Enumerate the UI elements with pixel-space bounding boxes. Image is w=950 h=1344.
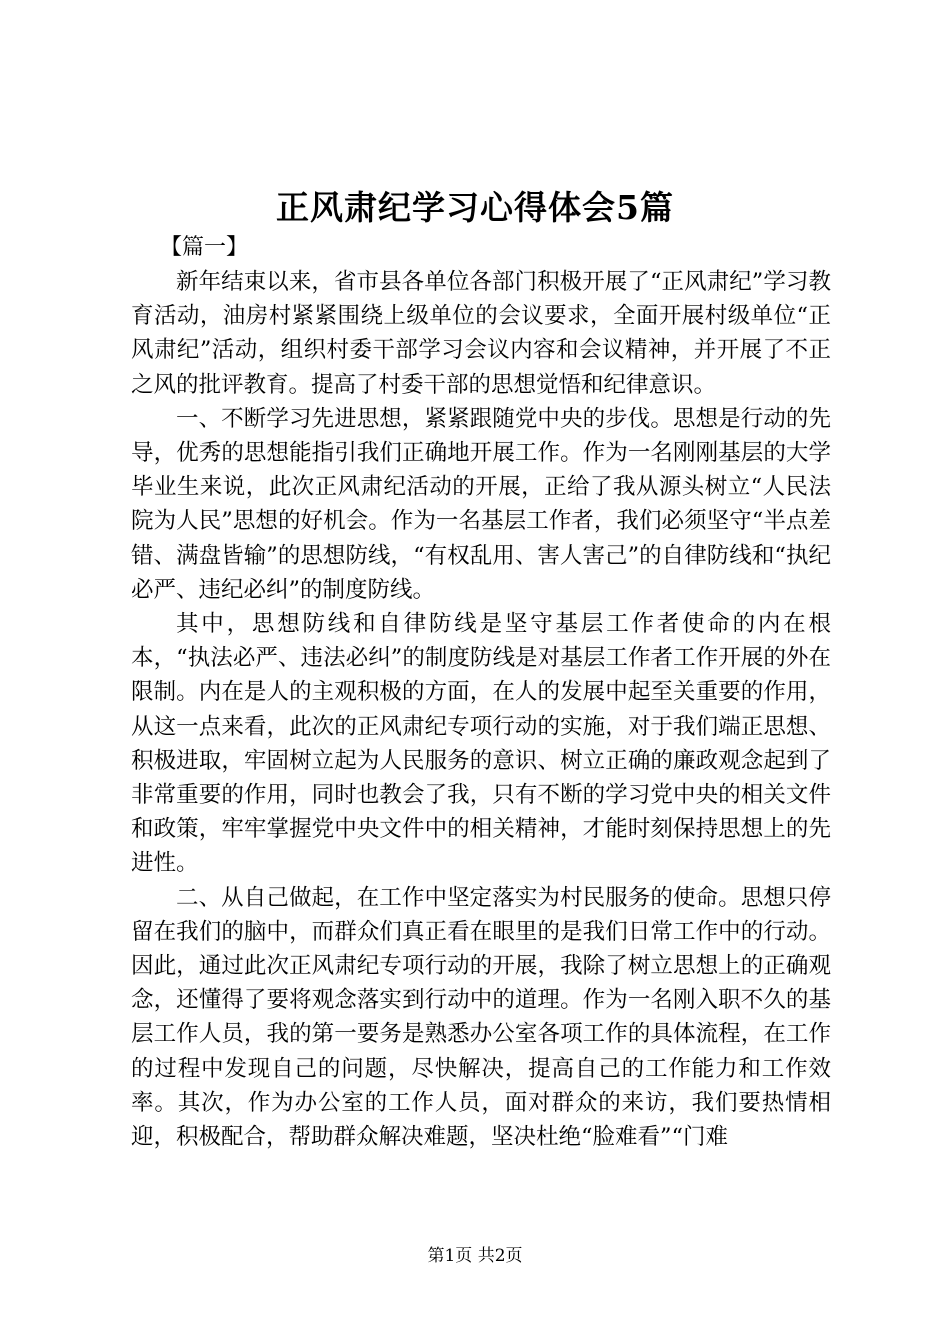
document-title: 正风肃纪学习心得体会5篇 bbox=[276, 188, 674, 227]
paragraph: 二、从自己做起，在工作中坚定落实为村民服务的使命。思想只停留在我们的脑中，而群众们真正看在眼里的是我们日常工作中的行动。因此，通过此次正风肃纪专项行动的开展，我除了树立思想上的正确观念，还懂得了要将观念落实到行动中的道理。作为一名刚入职不久的基层工作人员，我的第一要务是熟悉办公室各项工作的具体流程，在工作的过程中发现自己的问题，尽快解决，提高自己的工作能力和工作效率。其次，作为办公室的工作人员，面对群众的来访，我们要热情相迎，积极配合，帮助群众解决难题，坚决杜绝“脸难看”“门难 bbox=[131, 884, 831, 1151]
body-text bbox=[131, 265, 831, 1154]
paragraph: 一、不断学习先进思想，紧紧跟随党中央的步伐。思想是行动的先导，优秀的思想能指引我们正确地开展工作。作为一名刚刚基层的大学毕业生来说，此次正风肃纪活动的开展，正给了我从源头树立“人民法院为人民”思想的好机会。作为一名基层工作者，我们必须坚守“半点差错、满盘皆输”的思想防线，“有权乱用、害人害己”的自律防线和“执纪必严、违纪必纠”的制度防线。 bbox=[131, 405, 831, 603]
section-label: 【篇一】 bbox=[160, 235, 249, 260]
page-footer: 第1页 共2页 bbox=[427, 1246, 523, 1266]
paragraph: 其中，思想防线和自律防线是坚守基层工作者使命的内在根本，“执法必严、违法必纠”的制度防线是对基层工作者工作开展的外在限制。内在是人的主观积极的方面，在人的发展中起至关重要的作用，从这一点来看，此次的正风肃纪专项行动的实施，对于我们端正思想、积极进取，牢固树立起为人民服务的意识、树立正确的廉政观念起到了非常重要的作用，同时也教会了我，只有不断的学习党中央的相关文件和政策，牢牢掌握党中央文件中的相关精神，才能时刻保持思想上的先进性。 bbox=[131, 611, 831, 877]
paragraph: 新年结束以来，省市县各单位各部门积极开展了“正风肃纪”学习教育活动，油房村紧紧围绕上级单位的会议要求，全面开展村级单位“正风肃纪”活动，组织村委干部学习会议内容和会议精神，并开展了不正之风的批评教育。提高了村委干部的思想觉悟和纪律意识。 bbox=[131, 269, 831, 398]
